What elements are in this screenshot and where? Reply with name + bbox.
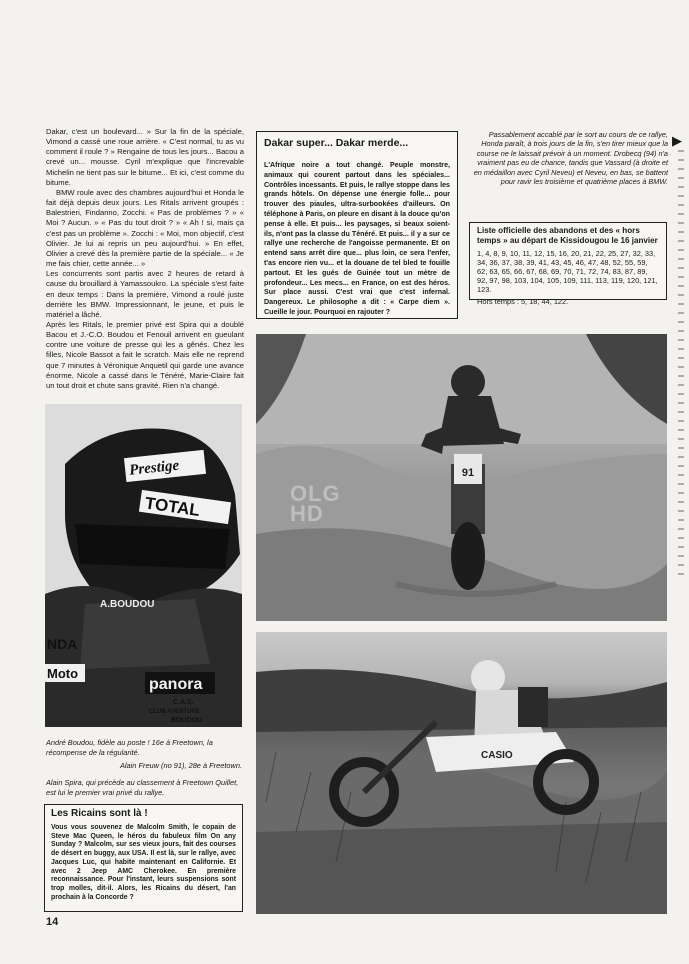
rider-name: A.BOUDOU xyxy=(100,599,155,610)
rider2-helmet xyxy=(471,660,505,694)
caption-spira: Alain Spira, qui précède au classement à Freetown Quillet, est lui le premier vrai privé du rallye. xyxy=(46,778,239,797)
club-line3: BOUDOU xyxy=(171,717,203,724)
portrait-art xyxy=(45,404,242,727)
top-right-caption xyxy=(470,130,668,186)
hors-temps: Hors temps : 5, 18, 44, 122. xyxy=(477,297,569,307)
rider1-helmet xyxy=(451,365,485,399)
bike1-number: 91 xyxy=(461,467,475,479)
caption-freuw-wrap xyxy=(46,761,242,771)
ricains-text: Vous vous souvenez de Malcolm Smith, le copain de Steve Mac Queen, le héros du fabuleux film On any Sunday ? Malcolm, sur ses vieux jours, fait des courses de désert en buggy, aux USA. Il est là, sur le rallye, avec Jacques Luc, qui habite maintenant en Californie. Et avec 2 Jeep AMC Cherokee. En première reconnaissance. Pour l'instant, leurs suspensions sont trop molles, dit-il. Alors, les Ricains du désert, l'an prochain à la Concorde ? xyxy=(51,824,236,901)
sponsor-main: panora xyxy=(149,676,203,693)
abandons-numbers: 1, 4, 8, 9, 10, 11, 12, 15, 16, 20, 21, 22, 25, 27, 32, 33, 34, 36, 37, 38, 39, 41, 43, 45, 46, 47, 48, 52, 55, 59, 62, 63, 65, 66, 67, 68, 69, 70, 71, 72, 74, 83, 87, 89, 92, 97, 98, 103, 104, 105, 109, 111, 113, 119, 120, 121, 123. xyxy=(477,249,658,295)
article-paragraph: Après les Ritals, le premier privé est Spira qui a doublé Bacou et J.-C.O. Boudou et Fenouil arrivent en gueulant contre une voiture de presse qui les a gênés. Chez les filles, Nicole Bassot a fait le scratch. Mais elle ne reprend que 7 minutes à Véronique Anquetil qui garde une avance énorme. Nicole a cassé dans le Ténéré, Marie-Claire fait un tout droit et chute sans gravité. Rien n'a changé. xyxy=(46,319,244,390)
dakar-box-title: Dakar super... Dakar merde... xyxy=(264,137,409,149)
article-paragraph: Dakar, c'est un boulevard... » Sur la fin de la spéciale, Vimond a cassé une roue arrière. « C'est normal, tu as vu comment il roule ? » Rengaine de tous les jours... Bacou a crevé un... mousse. Cyril m'explique que l'increvable Michelin ne tient pas sur le bitume... Et ici, c'est comme du bitume. xyxy=(46,127,244,187)
abandons-title: Liste officielle des abandons et des « hors temps » au départ de Kissidougou le 16 janvier xyxy=(477,226,658,246)
photo-rider-freuw xyxy=(256,334,667,621)
ricains-title: Les Ricains sont là ! xyxy=(51,808,148,819)
sponsor-left: NDA xyxy=(47,636,78,652)
visor xyxy=(75,524,230,569)
arrow-marker: ▶ xyxy=(672,134,682,149)
photo-rider-spira-art xyxy=(256,632,667,914)
helmet-sponsor: TOTAL xyxy=(143,493,202,520)
honda-caption: Passablement accablé par le sort au cours de ce rallye, Honda paraît, à trois jours de la fin, s'en tirer mieux que la course ne le laissait prévoir à un moment. Drobecq (94) n'a vraiment pas eu de chance, tandis que Vassard (à droite et en médaillon avec Cyril Neveu) et Neveu, en bas, se battent pour ravir les troisième et quatrième places à BMW. xyxy=(473,130,668,187)
club-line1: C.A.S. xyxy=(173,699,194,706)
article-paragraph: Les concurrents sont partis avec 2 heures de retard à cause du brouillard à Yamassoukro. La spéciale s'est faite en deux temps : Dans la première, Vimond a roulé juste derrière les BMW. Impressionnant, le jeune, et puis le matériel a lâché. xyxy=(46,269,244,319)
photo-portrait-boudou xyxy=(45,404,242,727)
dakar-box-text: L'Afrique noire a tout changé. Peuple monstre, animaux qui courent partout dans les spéciales... Contrôles incessants. Et puis, le rallye stoppe dans les grands hôtels. On dépense une énergie folle... pour trouver des piaules, ultra-surbookées d'ailleurs. On téléphone à Paris, on pleure en disant à la douce qu'on pense à elle. Et puis... les paysages, si beaux soient-ils, n'ont pas la classe du Ténéré. Et puis... il y a sur ce rallye une recherche de l'angoisse permanente. Et on entend sans arrêt dire que... plus loin, ce sera l'enfer, t'as encore rien vu... et la douane de tel bled te fouille partout. Et les gués de Guinée tout un mètre de profondeur... Les mecs... en France, on est des héros. Sur place aussi. C'est vrai que c'est infernal. Dangereux. Le philosophe a dit : « Carpe diem ». Cueille le jour. Pourquoi en rajouter ? xyxy=(264,161,450,316)
sponsor-left2: Moto xyxy=(47,666,79,681)
caption-boudou-wrap xyxy=(46,738,242,757)
photo-rider-spira xyxy=(256,632,667,914)
article-paragraph: BMW roule avec des chambres aujourd'hui et Honda le fait déjà depuis deux jours. Les Ritals arrivent groupés : Balestrieri, Findanno, Zocchi. « Pas de problèmes ? » « Moi ? Aucun. » « Pas du tout droit ? » « Ah ! si, mais ça c'est pas un problème ». Zocchi : « Moi, mon objectif, c'est Olivier. Je lui ai repris un peu aujourd'hui. » En effet, Olivier a crevé dès la première partie de la spéciale... « Je me fais chier, cette année... » xyxy=(46,187,244,269)
watermark: OLG HD xyxy=(290,481,341,526)
club-line2: CLUB AVENTURE xyxy=(149,709,200,715)
helmet-brand: Prestige xyxy=(128,457,180,479)
dakar-box xyxy=(256,131,458,319)
caption-spira-wrap xyxy=(46,778,242,797)
photo-rider-freuw-art xyxy=(256,334,667,621)
caption-boudou: André Boudou, fidèle au poste ! 16e à Freetown, la récompense de la régularité. xyxy=(46,738,213,757)
margin-rule xyxy=(678,150,684,580)
bike1-front-wheel xyxy=(451,522,485,590)
article-text xyxy=(46,127,244,391)
caption-freuw: Alain Freuw (no 91), 28e à Freetown. xyxy=(119,761,242,770)
abandons-box xyxy=(469,222,667,307)
page-number: 14 xyxy=(46,916,59,928)
ricains-box xyxy=(44,804,243,912)
main-article xyxy=(46,127,244,391)
rider2-backpack xyxy=(518,687,548,727)
bike2-brand: CASIO xyxy=(481,750,513,761)
